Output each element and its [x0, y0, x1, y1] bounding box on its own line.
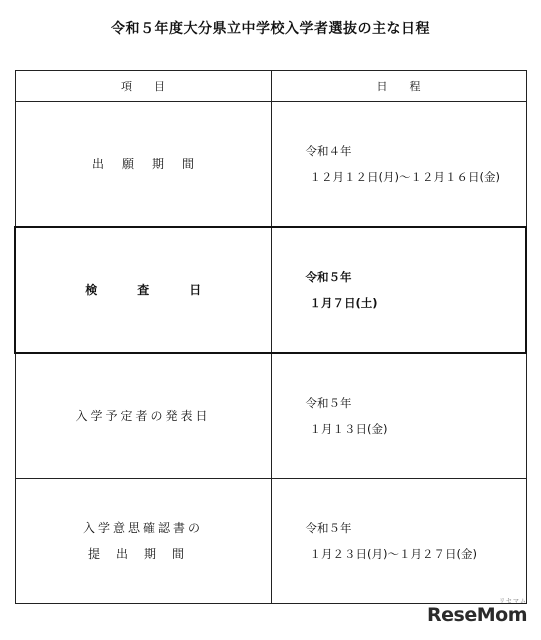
table-row — [15, 102, 526, 228]
header-schedule: 日 程 — [271, 71, 526, 102]
schedule-date: １２月１２日(月)～１２月１６日(金) — [309, 170, 500, 184]
table-header-row — [15, 71, 526, 102]
item-cell — [15, 479, 271, 604]
header-item: 項 目 — [15, 71, 271, 102]
schedule-cell — [271, 227, 526, 353]
item-cell — [15, 227, 271, 353]
schedule-date: １月７日(土) — [309, 296, 378, 310]
schedule-year: 令和５年 — [305, 396, 352, 410]
schedule-date: １月２３日(月)～１月２７日(金) — [309, 547, 477, 561]
item-label-line: 入学意思確認書の — [82, 521, 203, 535]
item-label: 出願期間 — [91, 157, 212, 171]
item-label: 検査日 — [85, 283, 242, 297]
schedule-year: 令和５年 — [305, 521, 352, 535]
item-cell — [15, 353, 271, 479]
schedule-cell — [271, 479, 526, 604]
item-cell — [15, 102, 271, 228]
resemom-logo — [427, 598, 527, 626]
schedule-cell — [271, 102, 526, 228]
logo-text: ReseMom — [427, 604, 527, 626]
schedule-table — [14, 70, 527, 604]
logo-subtext: リセマム — [499, 598, 527, 605]
schedule-year: 令和５年 — [305, 270, 352, 284]
table-row — [15, 479, 526, 604]
schedule-cell — [271, 353, 526, 479]
item-label: 入学予定者の発表日 — [75, 409, 211, 423]
table-row — [15, 353, 526, 479]
page-title: 令和５年度大分県立中学校入学者選抜の主な日程 — [111, 21, 430, 37]
schedule-year: 令和４年 — [305, 144, 352, 158]
item-label-line: 提出期間 — [87, 547, 200, 561]
table-row — [15, 227, 526, 353]
schedule-date: １月１３日(金) — [309, 422, 388, 436]
